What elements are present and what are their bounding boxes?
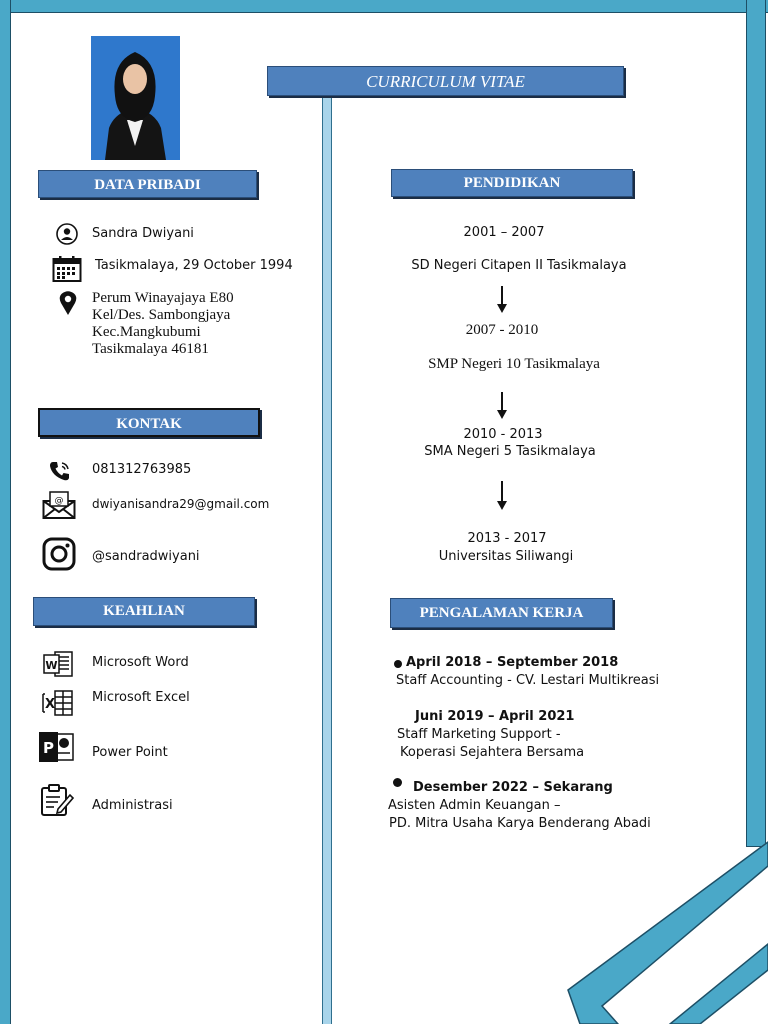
column-divider xyxy=(322,96,332,1024)
job-period: Desember 2022 – Sekarang xyxy=(413,780,613,795)
svg-text:P: P xyxy=(43,739,54,757)
education-school: SMA Negeri 5 Tasikmalaya xyxy=(424,444,596,459)
word-icon xyxy=(43,651,73,677)
address-line: Perum Winayajaya E80 xyxy=(92,290,234,306)
education-years: 2001 – 2007 xyxy=(463,225,545,240)
frame-left-bar xyxy=(0,0,11,1024)
svg-text:@: @ xyxy=(54,496,64,506)
calendar-icon xyxy=(52,255,82,283)
education-years: 2010 - 2013 xyxy=(463,427,543,442)
down-arrow-icon xyxy=(495,286,509,314)
instagram-icon xyxy=(42,537,76,571)
phone-number: 081312763985 xyxy=(92,462,192,477)
email-address: dwiyanisandra29@gmail.com xyxy=(92,497,270,511)
frame-top-bar xyxy=(0,0,768,13)
job-description: PD. Mitra Usaha Karya Benderang Abadi xyxy=(389,816,651,831)
pengalaman-heading: PENGALAMAN KERJA xyxy=(390,598,613,628)
pendidikan-heading: PENDIDIKAN xyxy=(391,169,633,197)
down-arrow-icon xyxy=(495,481,509,511)
address-line: Kec.Mangkubumi xyxy=(92,324,201,340)
job-description: Staff Accounting - CV. Lestari Multikreasi xyxy=(396,673,660,688)
powerpoint-icon xyxy=(38,731,74,763)
education-years: 2013 - 2017 xyxy=(467,531,547,546)
education-school: SMP Negeri 10 Tasikmalaya xyxy=(428,356,600,372)
excel-icon xyxy=(41,690,73,716)
full-name: Sandra Dwiyani xyxy=(92,226,194,241)
job-description: Asisten Admin Keuangan – xyxy=(388,798,561,813)
svg-text:X: X xyxy=(44,697,56,712)
svg-text:W: W xyxy=(45,659,58,672)
skill-item: Microsoft Word xyxy=(92,655,189,670)
person-icon xyxy=(56,223,78,245)
cv-title-banner: CURRICULUM VITAE xyxy=(267,66,624,96)
address xyxy=(92,290,234,358)
kontak-heading: KONTAK xyxy=(38,408,260,437)
education-years: 2007 - 2010 xyxy=(465,322,539,338)
education-school: SD Negeri Citapen II Tasikmalaya xyxy=(411,258,627,273)
job-period: April 2018 – September 2018 xyxy=(406,655,619,670)
profile-photo xyxy=(91,36,180,160)
education-school: Universitas Siliwangi xyxy=(438,549,574,564)
corner-decoration xyxy=(560,840,768,1024)
address-line: Kel/Des. Sambongjaya xyxy=(92,307,231,323)
keahlian-heading: KEAHLIAN xyxy=(33,597,255,626)
bullet-dot xyxy=(394,660,402,668)
job-period: Juni 2019 – April 2021 xyxy=(415,709,575,724)
clipboard-icon xyxy=(40,783,74,817)
job-description: Staff Marketing Support - xyxy=(397,727,561,742)
down-arrow-icon xyxy=(495,392,509,420)
instagram-handle: @sandradwiyani xyxy=(92,549,200,564)
email-icon xyxy=(42,491,76,519)
frame-right-bar xyxy=(746,0,766,847)
job-description: Koperasi Sejahtera Bersama xyxy=(400,745,585,760)
skill-item: Microsoft Excel xyxy=(92,690,190,705)
address-line: Tasikmalaya 46181 xyxy=(92,341,209,357)
birth-place-date: Tasikmalaya, 29 October 1994 xyxy=(95,258,293,273)
skill-item: Administrasi xyxy=(92,798,173,813)
data-pribadi-heading: DATA PRIBADI xyxy=(38,170,257,198)
phone-icon xyxy=(48,459,72,483)
bullet-dot xyxy=(393,778,402,787)
location-pin-icon xyxy=(58,290,78,316)
skill-item: Power Point xyxy=(92,745,168,760)
